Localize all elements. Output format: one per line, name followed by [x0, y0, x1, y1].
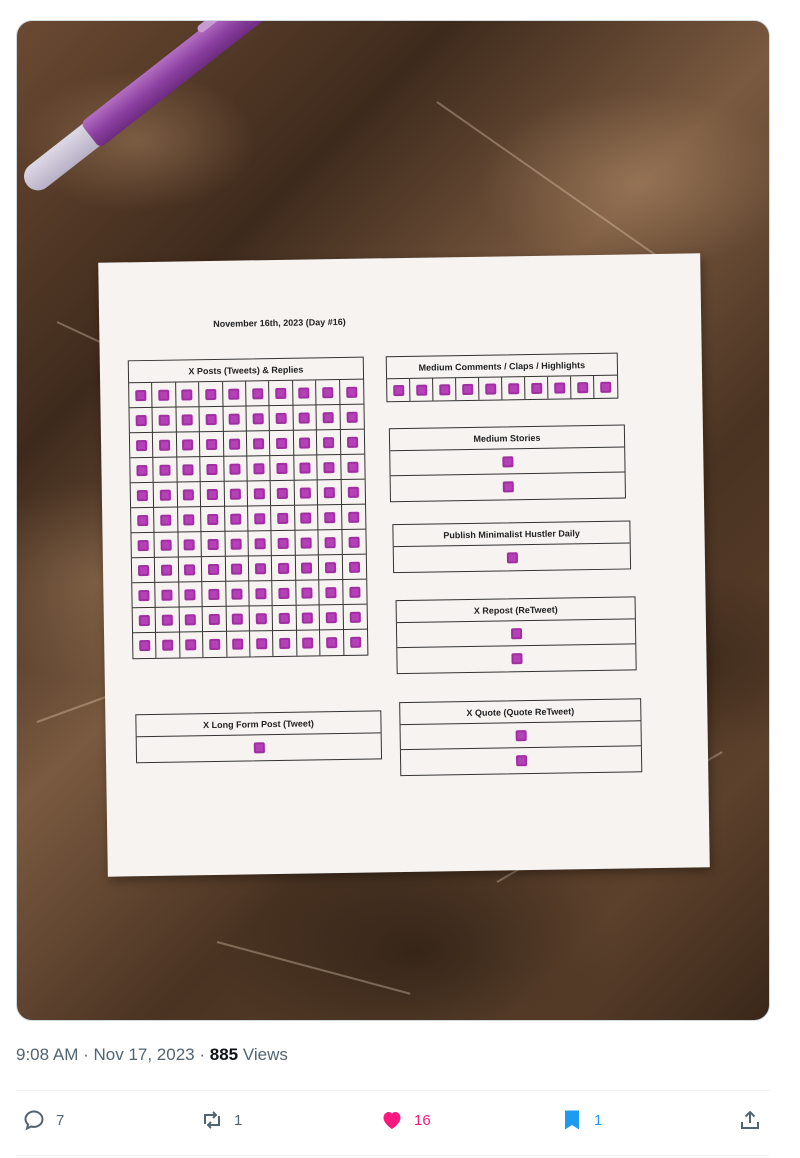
publish-daily-box	[392, 520, 631, 573]
checkbox-cell	[153, 433, 177, 458]
checkbox-cell	[296, 580, 320, 605]
checkbox-cell	[343, 580, 367, 605]
check-mark	[231, 563, 242, 574]
share-icon	[738, 1108, 762, 1132]
check-mark	[230, 463, 241, 474]
like-count: 16	[414, 1111, 431, 1129]
check-mark	[349, 561, 360, 572]
checkbox-cell	[502, 377, 525, 399]
check-mark	[302, 612, 313, 623]
check-mark	[508, 383, 519, 394]
check-mark	[229, 438, 240, 449]
check-mark	[135, 390, 146, 401]
bookmark-count: 1	[594, 1111, 603, 1129]
check-mark	[255, 588, 266, 599]
checkbox-cell	[320, 630, 344, 655]
check-mark	[253, 463, 264, 474]
check-mark	[275, 387, 286, 398]
checkbox-cell	[133, 633, 157, 658]
checkbox-cell	[341, 455, 365, 480]
check-mark	[253, 438, 264, 449]
medium-stories-title: Medium Stories	[390, 426, 624, 452]
check-mark	[207, 488, 218, 499]
checkbox-cell	[203, 607, 227, 632]
checkbox-cell	[178, 532, 202, 557]
check-mark	[577, 382, 588, 393]
check-mark	[185, 614, 196, 625]
check-mark	[139, 640, 150, 651]
checkbox-cell	[250, 631, 274, 656]
check-mark	[159, 464, 170, 475]
check-mark	[184, 514, 195, 525]
checkbox-cell	[180, 632, 204, 657]
check-mark	[137, 515, 148, 526]
checkbox-cell	[340, 380, 364, 405]
tweet-actions	[0, 1100, 800, 1148]
checkbox-cell	[155, 558, 179, 583]
x-quote-box	[399, 698, 642, 776]
checkbox-cell	[433, 378, 456, 400]
checkbox-cell	[318, 480, 342, 505]
checkbox-cell	[525, 377, 548, 399]
heart-icon	[380, 1108, 404, 1132]
checkbox-cell	[410, 379, 433, 401]
x-long-form-title: X Long Form Post (Tweet)	[136, 711, 380, 737]
check-mark	[135, 415, 146, 426]
checkbox-cell	[293, 405, 317, 430]
checkbox-cell	[203, 632, 227, 657]
checkbox-cell	[296, 605, 320, 630]
checkbox-cell	[200, 407, 224, 432]
check-mark	[277, 487, 288, 498]
meta-separator: ·	[194, 1045, 210, 1064]
checkbox-cell	[179, 582, 203, 607]
checkbox-cell	[156, 583, 180, 608]
checkbox-cell	[249, 581, 273, 606]
checkbox-cell	[223, 406, 247, 431]
checkbox-cell	[223, 431, 247, 456]
check-mark	[159, 439, 170, 450]
check-mark	[323, 462, 334, 473]
checkbox-cell	[270, 406, 294, 431]
checkbox-cell	[131, 483, 155, 508]
checkbox-cell	[319, 555, 343, 580]
check-mark	[301, 562, 312, 573]
checkbox-cell	[200, 457, 224, 482]
check-mark	[347, 461, 358, 472]
check-mark	[325, 587, 336, 598]
reply-count: 7	[56, 1111, 65, 1129]
checkbox-cell	[224, 481, 248, 506]
divider-top	[16, 1090, 770, 1091]
checkbox-cell	[269, 381, 293, 406]
checkbox-cell	[246, 381, 270, 406]
checkbox-cell	[387, 379, 410, 401]
reply-button[interactable]	[22, 1108, 64, 1132]
check-mark	[303, 637, 314, 648]
check-mark	[232, 613, 243, 624]
check-mark	[255, 613, 266, 624]
checkbox-cell	[341, 480, 365, 505]
check-mark	[161, 539, 172, 550]
x-posts-grid	[129, 380, 367, 659]
checkbox-cell	[248, 481, 272, 506]
checkbox-cell	[226, 606, 250, 631]
x-quote-title: X Quote (Quote ReTweet)	[400, 699, 640, 725]
checkbox-cell	[273, 606, 297, 631]
checkbox-cell	[319, 530, 343, 555]
checkbox-cell	[294, 480, 318, 505]
check-mark	[300, 462, 311, 473]
check-mark	[185, 589, 196, 600]
check-mark	[350, 637, 361, 648]
checkbox-cell	[342, 555, 366, 580]
x-long-form-box	[135, 710, 382, 763]
check-mark	[162, 640, 173, 651]
check-mark	[182, 389, 193, 400]
checkbox-cell	[156, 633, 180, 658]
check-mark	[277, 512, 288, 523]
check-mark	[205, 413, 216, 424]
checkbox-cell	[317, 405, 341, 430]
check-mark	[346, 386, 357, 397]
checkbox-cell	[177, 432, 201, 457]
checkbox-cell	[318, 505, 342, 530]
checkbox-cell	[225, 531, 249, 556]
check-mark	[138, 590, 149, 601]
checkbox-cell	[250, 606, 274, 631]
check-mark	[206, 438, 217, 449]
check-mark	[276, 437, 287, 448]
checkbox-cell	[202, 532, 226, 557]
check-mark	[348, 536, 359, 547]
x-posts-box	[128, 357, 369, 660]
checkbox-cell	[294, 430, 318, 455]
check-mark	[256, 638, 267, 649]
checkbox-cell	[296, 555, 320, 580]
check-mark	[138, 615, 149, 626]
checkbox-cell	[548, 376, 571, 398]
check-mark	[531, 382, 542, 393]
checkbox-cell	[316, 380, 340, 405]
checkbox-cell	[227, 631, 251, 656]
check-mark	[325, 562, 336, 573]
check-mark	[348, 511, 359, 522]
checkbox-cell	[342, 530, 366, 555]
x-repost-title: X Repost (ReTweet)	[397, 597, 635, 623]
repost-button[interactable]	[200, 1108, 242, 1132]
checkbox-cell	[247, 431, 271, 456]
checkbox-cell	[155, 533, 179, 558]
checkbox-cell	[130, 433, 154, 458]
checkbox-cell	[456, 378, 479, 400]
checkbox-cell	[295, 505, 319, 530]
check-mark	[182, 439, 193, 450]
check-mark	[183, 489, 194, 500]
medium-stories-box	[389, 425, 626, 503]
check-mark	[326, 612, 337, 623]
checkbox-cell	[248, 531, 272, 556]
checkbox-cell	[154, 508, 178, 533]
check-mark	[299, 437, 310, 448]
checkbox-cell	[294, 455, 318, 480]
medium-comments-box	[386, 353, 619, 403]
check-mark	[186, 639, 197, 650]
checkbox-cell	[271, 456, 295, 481]
check-mark	[299, 387, 310, 398]
check-mark	[255, 563, 266, 574]
checkbox-cell	[201, 482, 225, 507]
checkbox-cell	[271, 506, 295, 531]
check-mark	[252, 388, 263, 399]
checkbox-cell	[156, 608, 180, 633]
check-mark	[416, 384, 427, 395]
checkbox-cell	[154, 483, 178, 508]
check-mark	[162, 614, 173, 625]
check-mark	[161, 564, 172, 575]
share-button[interactable]	[738, 1108, 762, 1132]
check-mark	[136, 465, 147, 476]
checkbox-cell	[179, 607, 203, 632]
views-label: Views	[242, 1045, 288, 1064]
check-mark	[206, 463, 217, 474]
checkbox-cell	[249, 556, 273, 581]
sheet-date: November 16th, 2023 (Day #16)	[213, 316, 346, 329]
bookmark-button[interactable]	[560, 1108, 602, 1132]
checkbox-cell	[248, 506, 272, 531]
check-mark	[253, 488, 264, 499]
check-mark	[207, 513, 218, 524]
meta-separator: ·	[78, 1045, 94, 1064]
checkbox-cell	[131, 533, 155, 558]
x-posts-title: X Posts (Tweets) & Replies	[129, 358, 363, 384]
check-mark	[278, 562, 289, 573]
checkbox-cell	[319, 580, 343, 605]
check-mark	[439, 384, 450, 395]
checkbox-cell	[133, 608, 157, 633]
checkbox-cell	[343, 605, 367, 630]
checkbox-cell	[199, 382, 223, 407]
check-mark	[322, 412, 333, 423]
checkbox-cell	[340, 430, 364, 455]
checkbox-cell	[223, 381, 247, 406]
checkbox-cell	[176, 407, 200, 432]
checkbox-cell	[177, 457, 201, 482]
checkbox-cell	[201, 507, 225, 532]
check-mark	[278, 537, 289, 548]
tweet-timestamp	[16, 1045, 288, 1065]
check-mark	[349, 586, 360, 597]
tweet-date[interactable]: Nov 17, 2023	[93, 1045, 195, 1064]
checkbox-cell	[271, 481, 295, 506]
check-mark	[160, 514, 171, 525]
check-mark	[254, 538, 265, 549]
check-mark	[205, 388, 216, 399]
check-mark	[232, 588, 243, 599]
check-mark	[324, 537, 335, 548]
check-mark	[326, 637, 337, 648]
check-mark	[160, 489, 171, 500]
check-mark	[348, 486, 359, 497]
checkbox-cell	[344, 630, 368, 655]
check-mark	[230, 488, 241, 499]
check-mark	[158, 389, 169, 400]
checkbox-cell	[225, 556, 249, 581]
highlighter-pen	[16, 20, 306, 199]
checkbox-cell	[132, 558, 156, 583]
reply-icon	[22, 1108, 46, 1132]
tweet-time[interactable]: 9:08 AM	[16, 1045, 79, 1064]
checkbox-cell	[152, 383, 176, 408]
check-mark	[276, 412, 287, 423]
x-repost-box	[396, 596, 637, 674]
check-mark	[323, 437, 334, 448]
checkbox-cell	[154, 458, 178, 483]
check-mark	[232, 639, 243, 650]
check-mark	[301, 512, 312, 523]
checkbox-cell	[273, 631, 297, 656]
check-mark	[231, 538, 242, 549]
check-mark	[301, 537, 312, 548]
check-mark	[254, 513, 265, 524]
check-mark	[137, 540, 148, 551]
check-mark	[350, 611, 361, 622]
checkbox-cell	[200, 432, 224, 457]
checkbox-cell	[594, 376, 617, 398]
check-mark	[393, 384, 404, 395]
check-mark	[184, 539, 195, 550]
check-mark	[299, 412, 310, 423]
check-mark	[161, 589, 172, 600]
checkbox-cell	[295, 530, 319, 555]
checkbox-cell	[224, 456, 248, 481]
divider-bottom	[16, 1155, 770, 1156]
check-mark	[302, 587, 313, 598]
check-mark	[208, 588, 219, 599]
check-mark	[136, 490, 147, 501]
checkbox-cell	[202, 582, 226, 607]
checkbox-cell	[320, 605, 344, 630]
check-mark	[184, 564, 195, 575]
checkbox-cell	[317, 455, 341, 480]
check-mark	[136, 440, 147, 451]
tracking-sheet	[98, 253, 710, 876]
checkbox-cell	[226, 581, 250, 606]
check-mark	[183, 464, 194, 475]
checkbox-cell	[272, 531, 296, 556]
check-mark	[228, 388, 239, 399]
check-mark	[278, 587, 289, 598]
publish-daily-title: Publish Minimalist Hustler Daily	[393, 521, 629, 547]
checkbox-cell	[571, 376, 594, 398]
checkbox-cell	[130, 458, 154, 483]
repost-count: 1	[234, 1111, 243, 1129]
check-mark	[462, 383, 473, 394]
like-button[interactable]	[380, 1108, 431, 1132]
checkbox-cell	[202, 557, 226, 582]
checkbox-cell	[272, 556, 296, 581]
check-mark	[138, 565, 149, 576]
check-mark	[600, 381, 611, 392]
checkbox-cell	[317, 430, 341, 455]
check-mark	[346, 411, 357, 422]
medium-comments-grid	[387, 376, 617, 402]
medium-comments-title: Medium Comments / Claps / Highlights	[387, 354, 617, 380]
checkbox-cell	[293, 380, 317, 405]
checkbox-cell	[131, 508, 155, 533]
check-mark	[159, 414, 170, 425]
checkbox-cell	[176, 382, 200, 407]
checkbox-cell	[225, 506, 249, 531]
check-mark	[229, 413, 240, 424]
checkbox-cell	[273, 581, 297, 606]
check-mark	[324, 487, 335, 498]
repost-icon	[200, 1108, 224, 1132]
checkbox-cell	[479, 377, 502, 399]
checkbox-cell	[246, 406, 270, 431]
check-mark	[322, 387, 333, 398]
checkbox-cell	[129, 383, 153, 408]
check-mark	[276, 462, 287, 473]
check-mark	[279, 612, 290, 623]
checkbox-cell	[179, 557, 203, 582]
check-mark	[554, 382, 565, 393]
checkbox-cell	[270, 431, 294, 456]
check-mark	[230, 513, 241, 524]
checkbox-cell	[247, 456, 271, 481]
checkbox-cell	[297, 630, 321, 655]
checkbox-cell	[130, 408, 154, 433]
check-mark	[209, 613, 220, 624]
check-mark	[324, 512, 335, 523]
checkbox-cell	[342, 505, 366, 530]
bookmark-icon	[560, 1108, 584, 1132]
checkbox-cell	[340, 405, 364, 430]
check-mark	[300, 487, 311, 498]
checkbox-cell	[177, 482, 201, 507]
views-count: 885	[209, 1045, 239, 1064]
checkbox-cell	[153, 408, 177, 433]
check-mark	[279, 638, 290, 649]
check-mark	[182, 414, 193, 425]
check-mark	[209, 639, 220, 650]
checkbox-cell	[178, 507, 202, 532]
checkbox-cell	[132, 583, 156, 608]
check-mark	[207, 538, 218, 549]
check-mark	[252, 413, 263, 424]
check-mark	[485, 383, 496, 394]
tweet-photo[interactable]	[16, 20, 770, 1021]
check-mark	[347, 436, 358, 447]
check-mark	[208, 563, 219, 574]
